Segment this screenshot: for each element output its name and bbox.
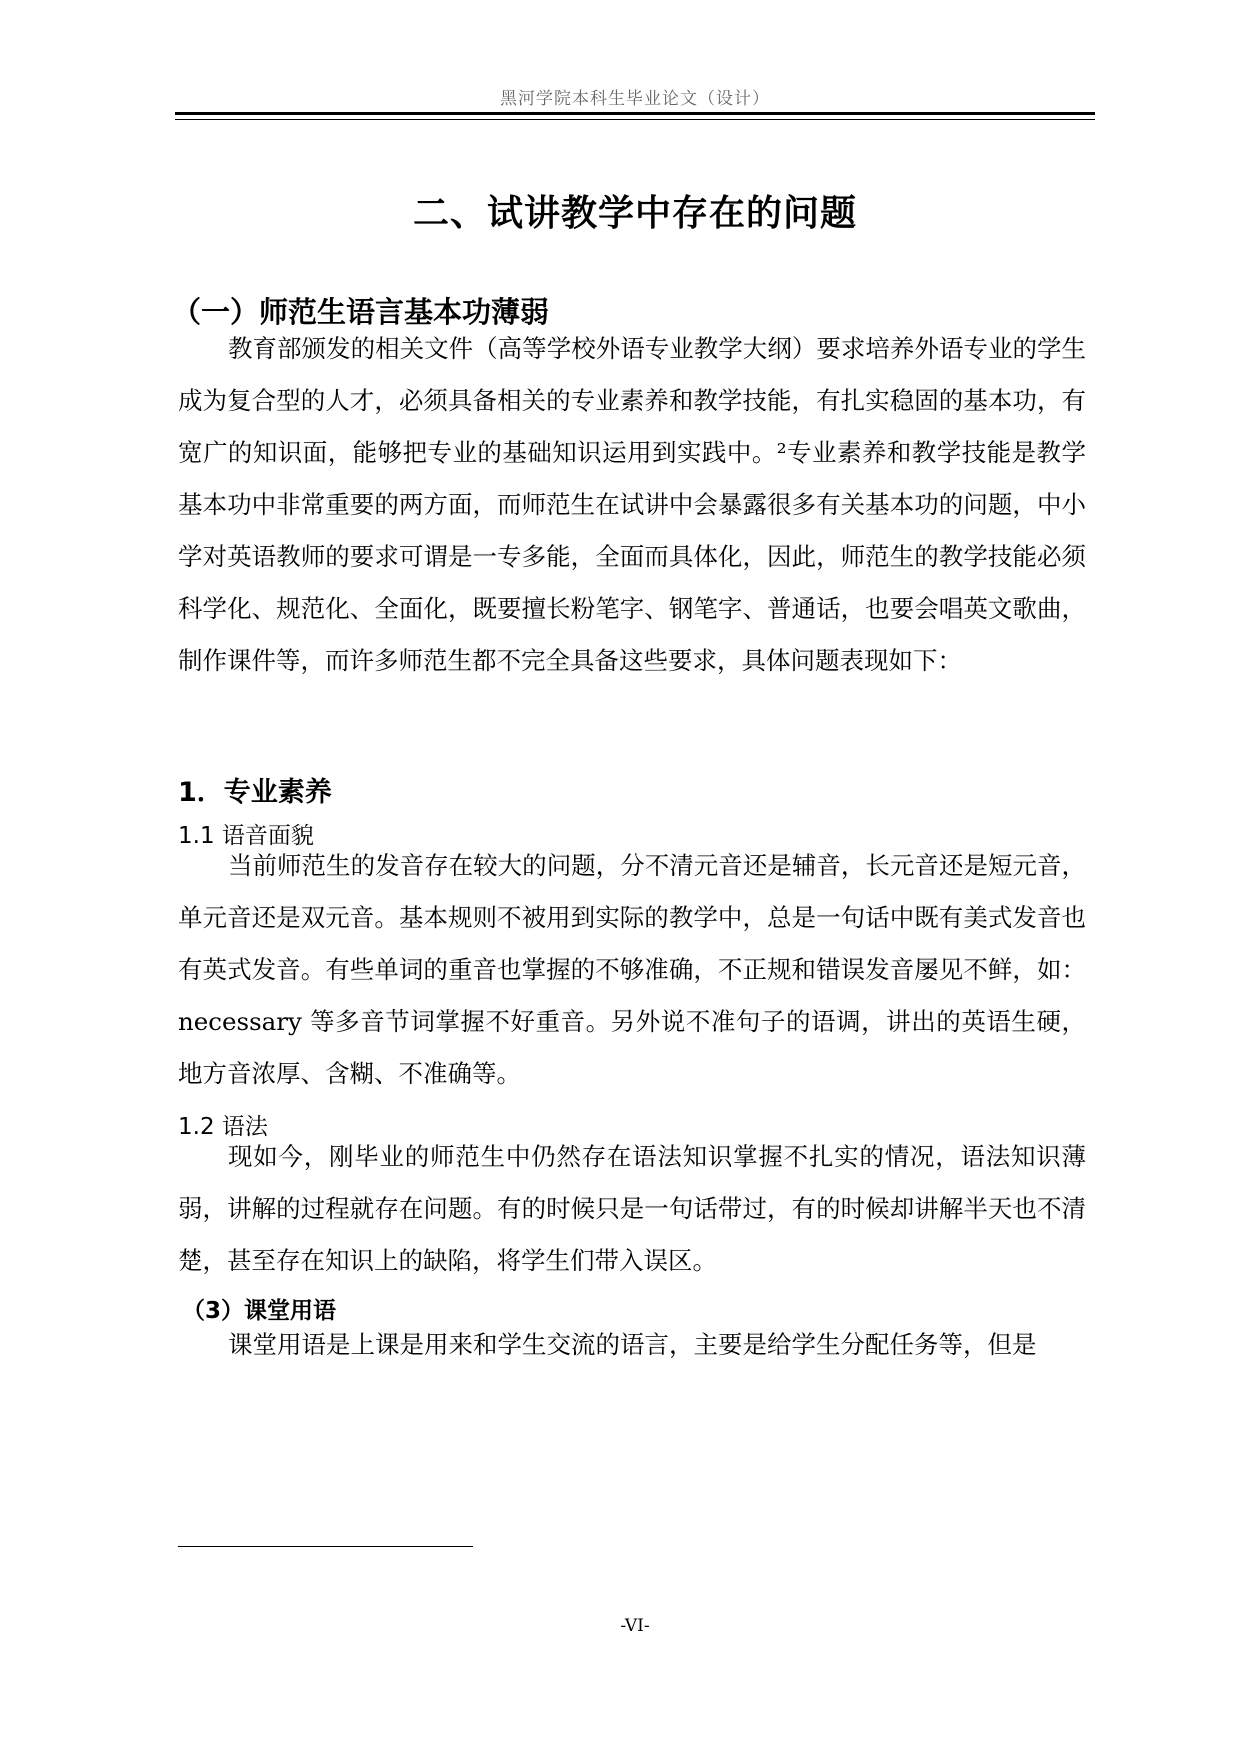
item-3-title: （3）课堂用语 [182,1298,337,1324]
item-1-1-title: 1.1 语音面貌 [178,823,314,849]
item-3-paragraph: 课堂用语是上课是用来和学生交流的语言，主要是给学生分配任务等，但是 [228,1330,1037,1359]
page-header: 黑河学院本科生毕业论文（设计） [500,89,770,109]
item-1-2-title: 1.2 语法 [178,1114,268,1140]
subsection-title: 1．专业素养 [178,777,332,808]
header-rule-thin [175,119,1095,120]
item-1-2-paragraph: 现如今，刚毕业的师范生中仍然存在语法知识掌握不扎实的情况，语法知识薄弱，讲解的过程就存在问题。有的时候只是一句话带过，有的时候却讲解半天也不清楚，甚至存在知识上的缺陷，将学生们带入误区。 [178,1142,1086,1275]
intro-paragraph: 教育部颁发的相关文件（高等学校外语专业教学大纲）要求培养外语专业的学生成为复合型的人才，必须具备相关的专业素养和教学技能，有扎实稳固的基本功，有宽广的知识面，能够把专业的基础知识运用到实践中。²专业素养和教学技能是教学基本功中非常重要的两方面，而师范生在试讲中会暴露很多有关基本功的问题，中小学对英语教师的要求可谓是一专多能，全面而具体化，因此，师范生的教学技能必须科学化、规范化、全面化，既要擅长粉笔字、钢笔字、普通话，也要会唱英文歌曲，制作课件等，而许多师范生都不完全具备这些要求，具体问题表现如下： [178,334,1086,675]
section-title: （一）师范生语言基本功薄弱 [172,295,550,329]
header-rule-thick [175,112,1095,115]
item-1-1-paragraph: 当前师范生的发音存在较大的问题，分不清元音还是辅音，长元音还是短元音，单元音还是双元音。基本规则不被用到实际的教学中，总是一句话中既有美式发音也有英式发音。有些单词的重音也掌握的不够准确，不正规和错误发音屡见不鲜，如：necessary 等多音节词掌握不好重音。另外说不准句子的语调，讲出的英语生硬，地方音浓厚、含糊、不准确等。 [178,851,1086,1088]
footnote-rule [178,1546,473,1547]
page-number: -VI- [620,1616,650,1636]
chapter-title: 二、试讲教学中存在的问题 [412,193,857,234]
